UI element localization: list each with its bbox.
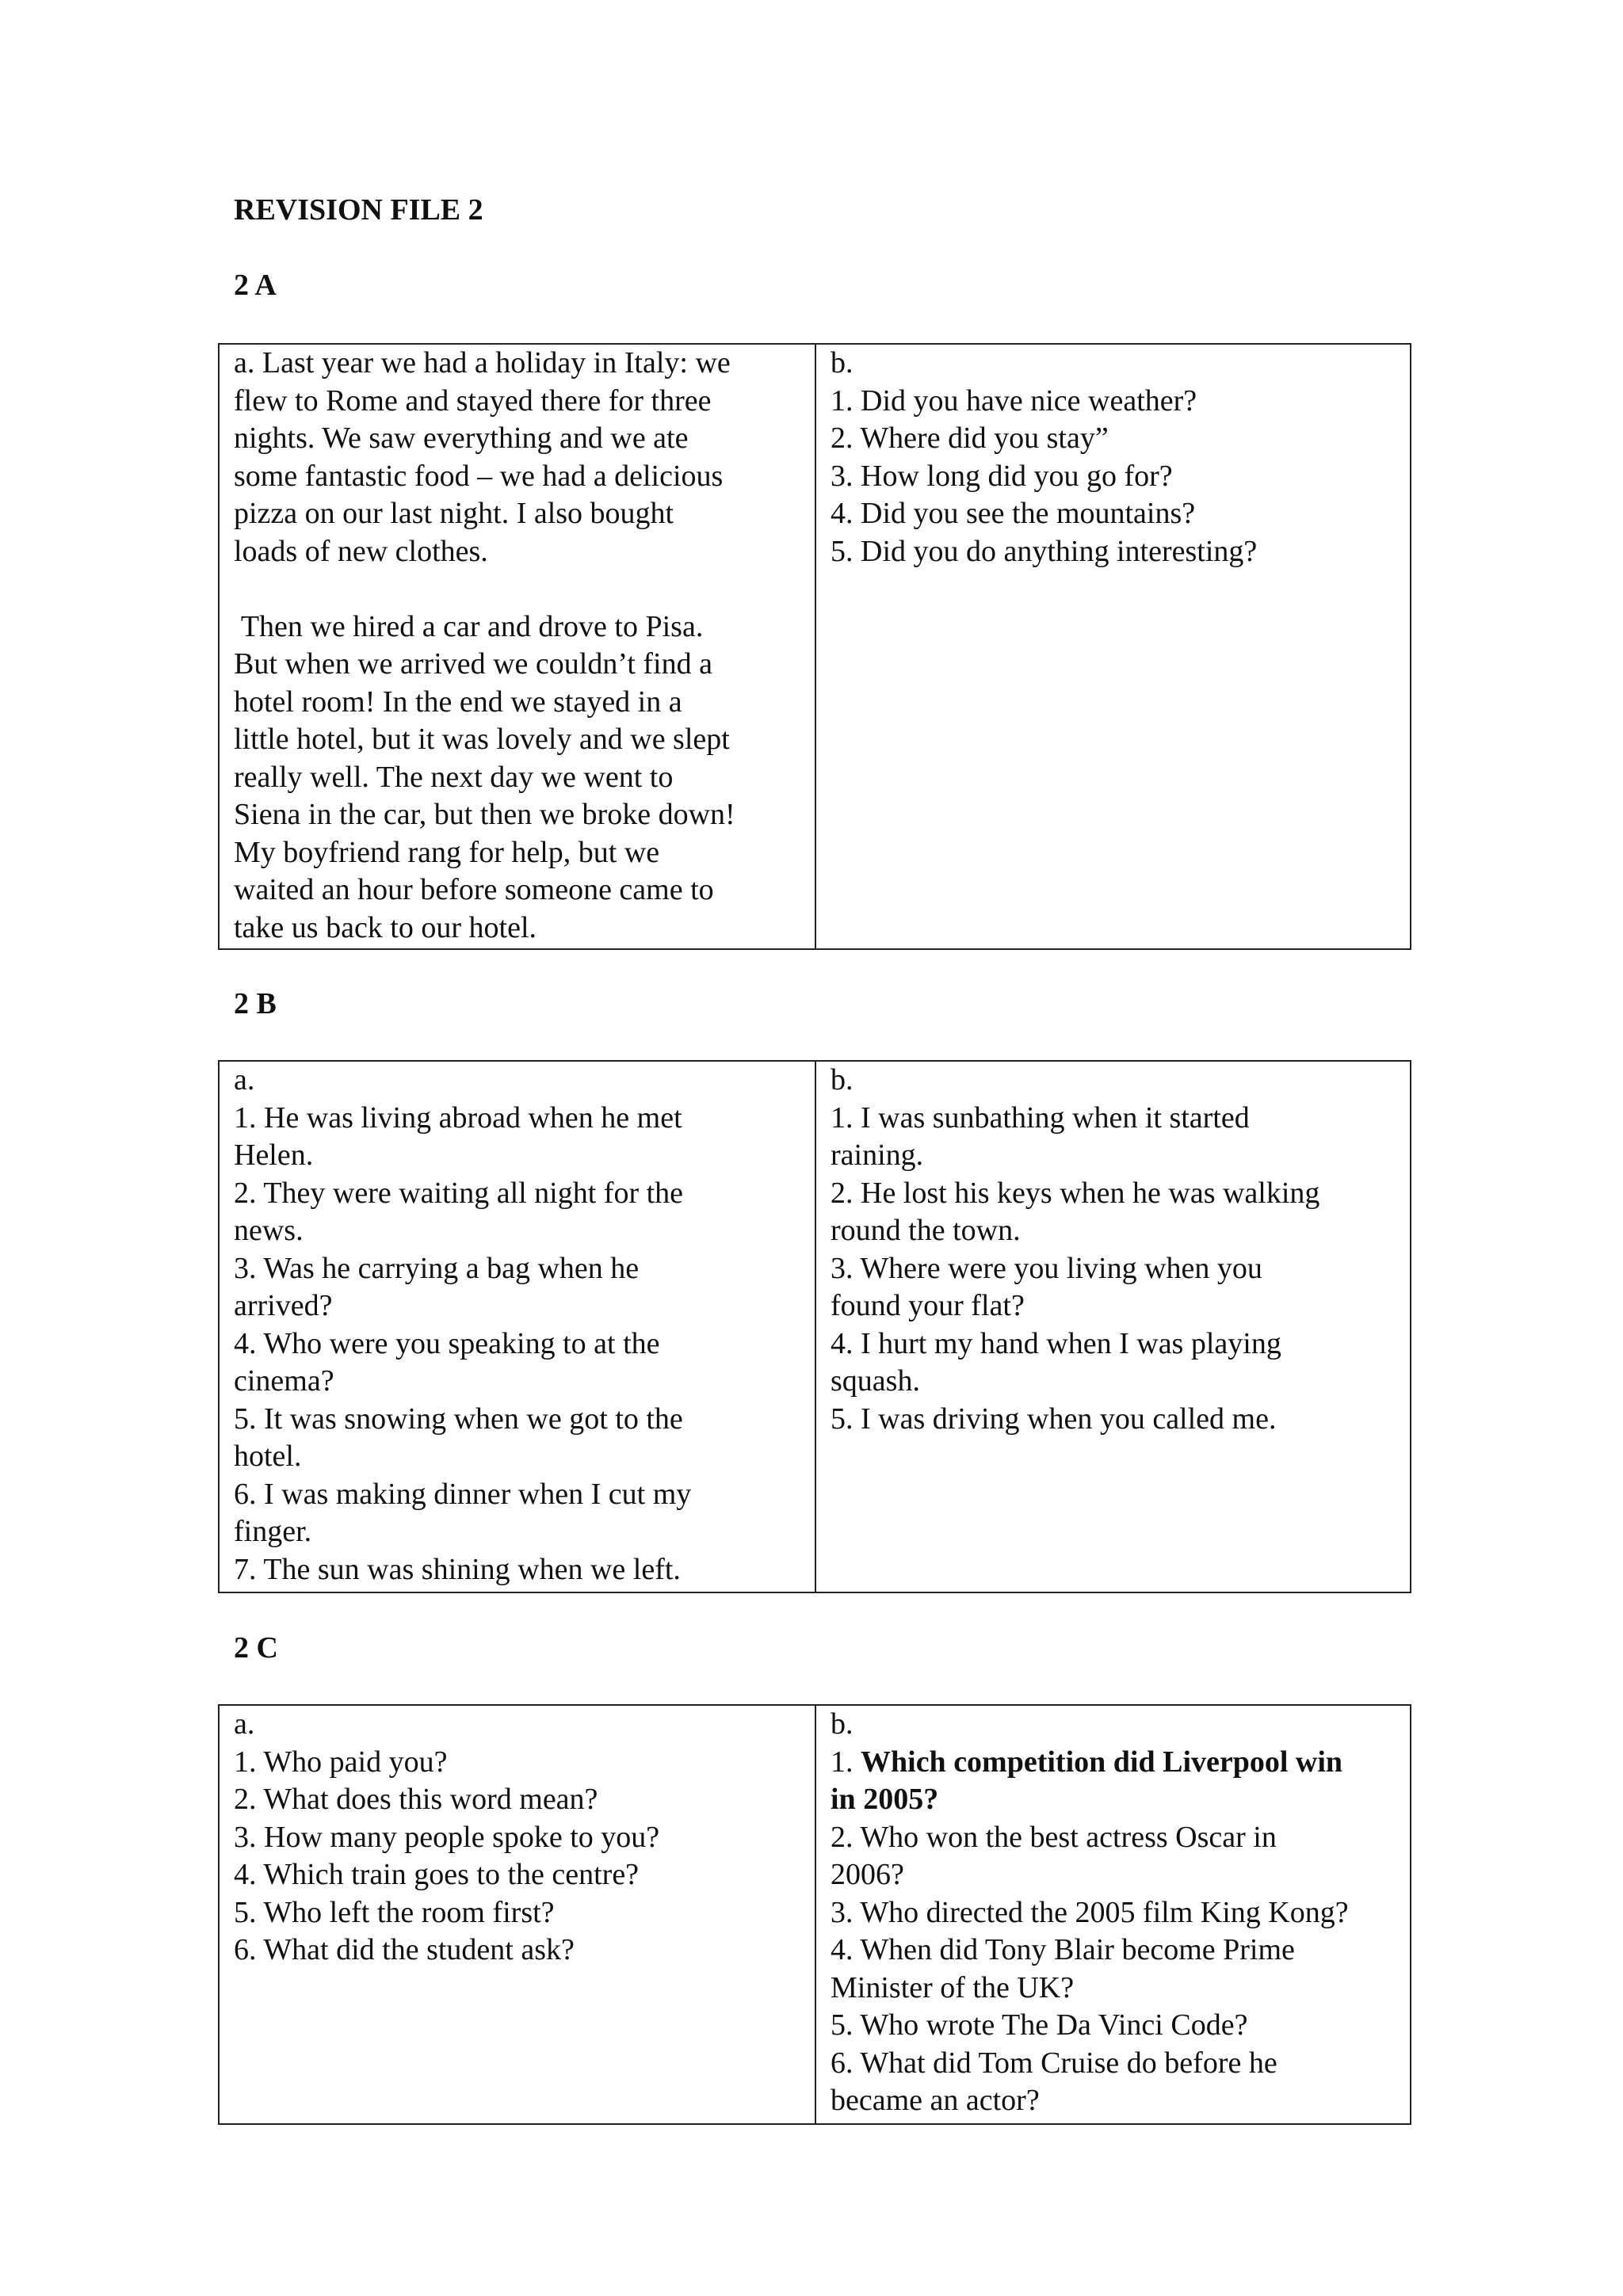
text-line: loads of new clothes. bbox=[234, 534, 488, 568]
question-line: 4. When did Tony Blair become Prime bbox=[831, 1933, 1295, 1966]
text-line: But when we arrived we couldn’t find a bbox=[234, 647, 712, 681]
question-line: 1. Who paid you? bbox=[234, 1745, 448, 1779]
column-b bbox=[815, 1706, 1410, 2123]
question-line: 3. How many people spoke to you? bbox=[234, 1820, 660, 1854]
question-line: 6. What did the student ask? bbox=[234, 1933, 575, 1966]
sentence-line: 3. Was he carrying a bag when he bbox=[234, 1251, 640, 1285]
document-title: REVISION FILE 2 bbox=[234, 193, 483, 227]
question-line: 5. Did you do anything interesting? bbox=[831, 534, 1258, 568]
sentence-line: 1. He was living abroad when he met bbox=[234, 1100, 682, 1135]
exercise-table-2b bbox=[218, 1060, 1411, 1593]
sentence-line: arrived? bbox=[234, 1289, 333, 1322]
text-line: pizza on our last night. I also bought bbox=[234, 497, 674, 530]
question-line: 2. Who won the best actress Oscar in bbox=[831, 1820, 1277, 1854]
text-line: My boyfriend rang for help, but we bbox=[234, 835, 660, 869]
sentence-line: raining. bbox=[831, 1138, 924, 1172]
exercise-table-2c bbox=[218, 1704, 1411, 2125]
question-line: Minister of the UK? bbox=[831, 1970, 1075, 2004]
text-line: hotel room! In the end we stayed in a bbox=[234, 685, 682, 719]
sentence-line: 5. I was driving when you called me. bbox=[831, 1402, 1277, 1436]
sentence-line: finger. bbox=[234, 1515, 312, 1548]
text-line: Then we hired a car and drove to Pisa. bbox=[234, 609, 704, 643]
question-line: 2006? bbox=[831, 1858, 904, 1891]
question-line: 3. Who directed the 2005 film King Kong? bbox=[831, 1895, 1349, 1929]
bold-question-text: Which competition did Liverpool win bbox=[861, 1745, 1343, 1779]
question-line: 4. Which train goes to the centre? bbox=[234, 1858, 640, 1891]
sentence-line: 3. Where were you living when you bbox=[831, 1251, 1262, 1285]
column-a bbox=[220, 1062, 815, 1592]
sentence-line: 4. I hurt my hand when I was playing bbox=[831, 1326, 1281, 1360]
sentence-line: found your flat? bbox=[831, 1289, 1025, 1322]
sentence-line: 7. The sun was shining when we left. bbox=[234, 1552, 681, 1586]
question-line: 2. Where did you stay” bbox=[831, 421, 1109, 455]
text-line: really well. The next day we went to bbox=[234, 760, 674, 794]
sentence-line: 2. They were waiting all night for the bbox=[234, 1176, 684, 1210]
question-line: 3. How long did you go for? bbox=[831, 459, 1173, 493]
sentence-line: news. bbox=[234, 1214, 304, 1247]
column-b bbox=[815, 345, 1410, 948]
sentence-line: 4. Who were you speaking to at the bbox=[234, 1326, 660, 1360]
text-line: flew to Rome and stayed there for three bbox=[234, 383, 712, 418]
exercise-table-2a bbox=[218, 343, 1411, 950]
sentence-line: cinema? bbox=[234, 1364, 334, 1398]
sentence-line: 5. It was snowing when we got to the bbox=[234, 1402, 683, 1436]
question-line: 6. What did Tom Cruise do before he bbox=[831, 2046, 1277, 2080]
question-line: 4. Did you see the mountains? bbox=[831, 497, 1196, 530]
text-line: little hotel, but it was lovely and we slept bbox=[234, 723, 730, 756]
column-b bbox=[815, 1062, 1410, 1592]
question-line: 5. Who wrote The Da Vinci Code? bbox=[831, 2008, 1248, 2042]
column-label: a. bbox=[234, 1707, 255, 1741]
text-line: waited an hour before someone came to bbox=[234, 873, 714, 906]
question-line: 5. Who left the room first? bbox=[234, 1895, 555, 1929]
bold-question-text: in 2005? bbox=[831, 1783, 939, 1816]
column-a bbox=[220, 1706, 815, 2123]
item-number: 1. bbox=[831, 1745, 861, 1779]
column-label: b. bbox=[831, 1063, 854, 1097]
paragraph-gap bbox=[234, 570, 804, 608]
text-line: nights. We saw everything and we ate bbox=[234, 421, 689, 455]
section-heading-2a: 2 A bbox=[234, 269, 277, 302]
section-heading-2c: 2 C bbox=[234, 1631, 278, 1665]
column-label: b. bbox=[831, 346, 854, 379]
text-line: take us back to our hotel. bbox=[234, 910, 537, 944]
text-line: Siena in the car, but then we broke down! bbox=[234, 798, 735, 831]
text-line: some fantastic food – we had a delicious bbox=[234, 459, 724, 493]
column-label: a. bbox=[234, 1063, 255, 1097]
sentence-line: Helen. bbox=[234, 1138, 314, 1172]
question-line: became an actor? bbox=[831, 2084, 1040, 2117]
question-line-1 bbox=[831, 1744, 1399, 1782]
sentence-line: hotel. bbox=[234, 1440, 302, 1473]
sentence-line: 1. I was sunbathing when it started bbox=[831, 1100, 1250, 1135]
sentence-line: round the town. bbox=[831, 1214, 1021, 1247]
sentence-line: 6. I was making dinner when I cut my bbox=[234, 1477, 692, 1511]
question-line: 2. What does this word mean? bbox=[234, 1783, 598, 1816]
column-label: b. bbox=[831, 1707, 854, 1741]
question-line: 1. Did you have nice weather? bbox=[831, 383, 1197, 418]
section-heading-2b: 2 B bbox=[234, 987, 277, 1020]
sentence-line: 2. He lost his keys when he was walking bbox=[831, 1176, 1320, 1210]
sentence-line: squash. bbox=[831, 1364, 920, 1398]
text-line: a. Last year we had a holiday in Italy: we bbox=[234, 346, 731, 379]
column-a bbox=[220, 345, 815, 948]
